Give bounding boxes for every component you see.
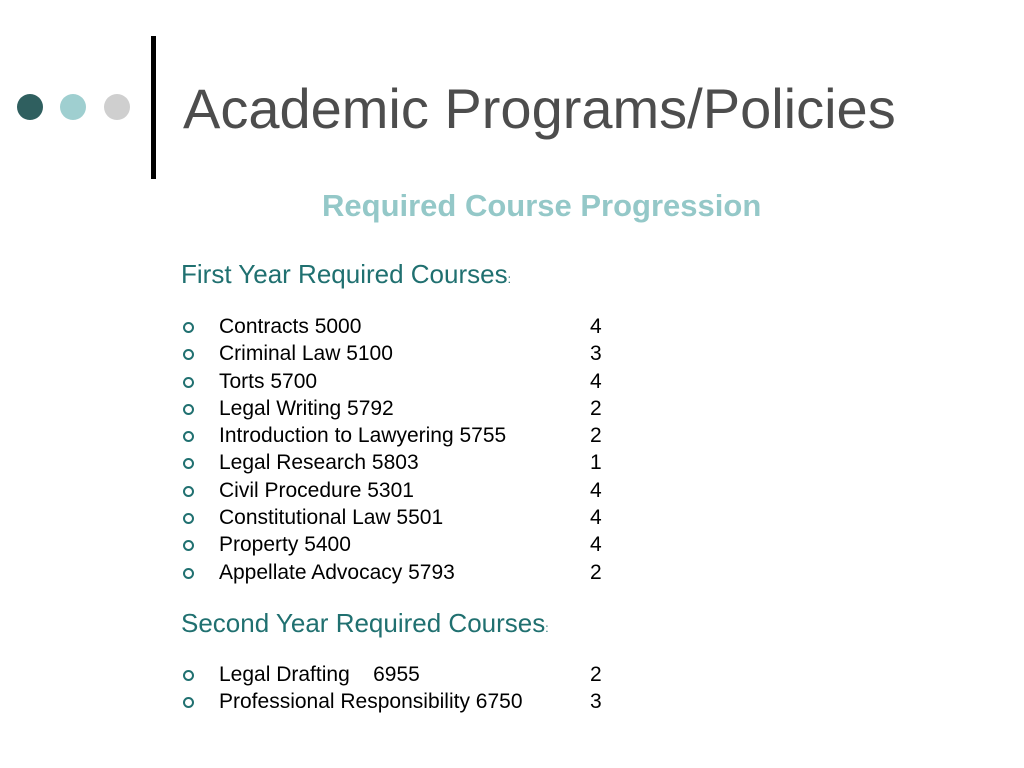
decorative-dot-grey (104, 94, 130, 120)
first-year-heading-colon: : (507, 272, 511, 286)
decorative-dot-light (60, 94, 86, 120)
course-name: Contracts 5000 (219, 315, 362, 338)
bullet-icon (183, 697, 194, 708)
decorative-dot-dark (17, 94, 43, 120)
slide-subtitle: Required Course Progression (322, 188, 762, 223)
slide-title: Academic Programs/Policies (183, 77, 896, 140)
second-year-heading (181, 607, 549, 644)
course-credits: 4 (590, 315, 602, 338)
bullet-icon (183, 513, 194, 524)
bullet-icon (183, 670, 194, 681)
course-name: Legal Drafting 6955 (219, 663, 420, 686)
second-year-heading-colon: : (545, 621, 549, 635)
course-name: Legal Research 5803 (219, 451, 419, 475)
first-year-heading-text: First Year Required Courses (181, 259, 508, 289)
title-divider (151, 36, 156, 179)
second-year-heading-text: Second Year Required Courses (181, 608, 546, 638)
course-name: Professional Responsibility 6750 (219, 690, 523, 714)
bullet-icon (183, 458, 194, 469)
course-name: Torts 5700 (219, 369, 318, 393)
course-credits: 4 (590, 478, 602, 502)
course-name: Criminal Law 5100 (219, 342, 393, 366)
course-credits: 4 (590, 533, 602, 557)
first-year-heading (181, 258, 511, 295)
bullet-icon (183, 404, 194, 415)
course-name: Introduction to Lawyering 5755 (219, 424, 507, 448)
course-credits: 2 (590, 663, 602, 686)
bullet-icon (183, 431, 194, 442)
course-credits: 3 (590, 342, 602, 366)
course-credits: 1 (590, 451, 602, 475)
course-credits: 2 (590, 560, 602, 584)
bullet-icon (183, 568, 194, 579)
course-credits: 4 (590, 506, 602, 530)
bullet-icon (183, 322, 194, 333)
course-credits: 3 (590, 690, 602, 714)
bullet-icon (183, 540, 194, 551)
course-credits: 4 (590, 369, 602, 393)
course-name: Legal Writing 5792 (219, 396, 394, 420)
course-credits: 2 (590, 424, 602, 448)
course-name: Property 5400 (219, 533, 351, 557)
bullet-icon (183, 486, 194, 497)
course-name: Constitutional Law 5501 (219, 506, 444, 530)
bullet-icon (183, 349, 194, 360)
bullet-icon (183, 377, 194, 388)
course-name: Civil Procedure 5301 (219, 478, 414, 502)
course-credits: 2 (590, 396, 602, 420)
course-name: Appellate Advocacy 5793 (219, 560, 455, 584)
